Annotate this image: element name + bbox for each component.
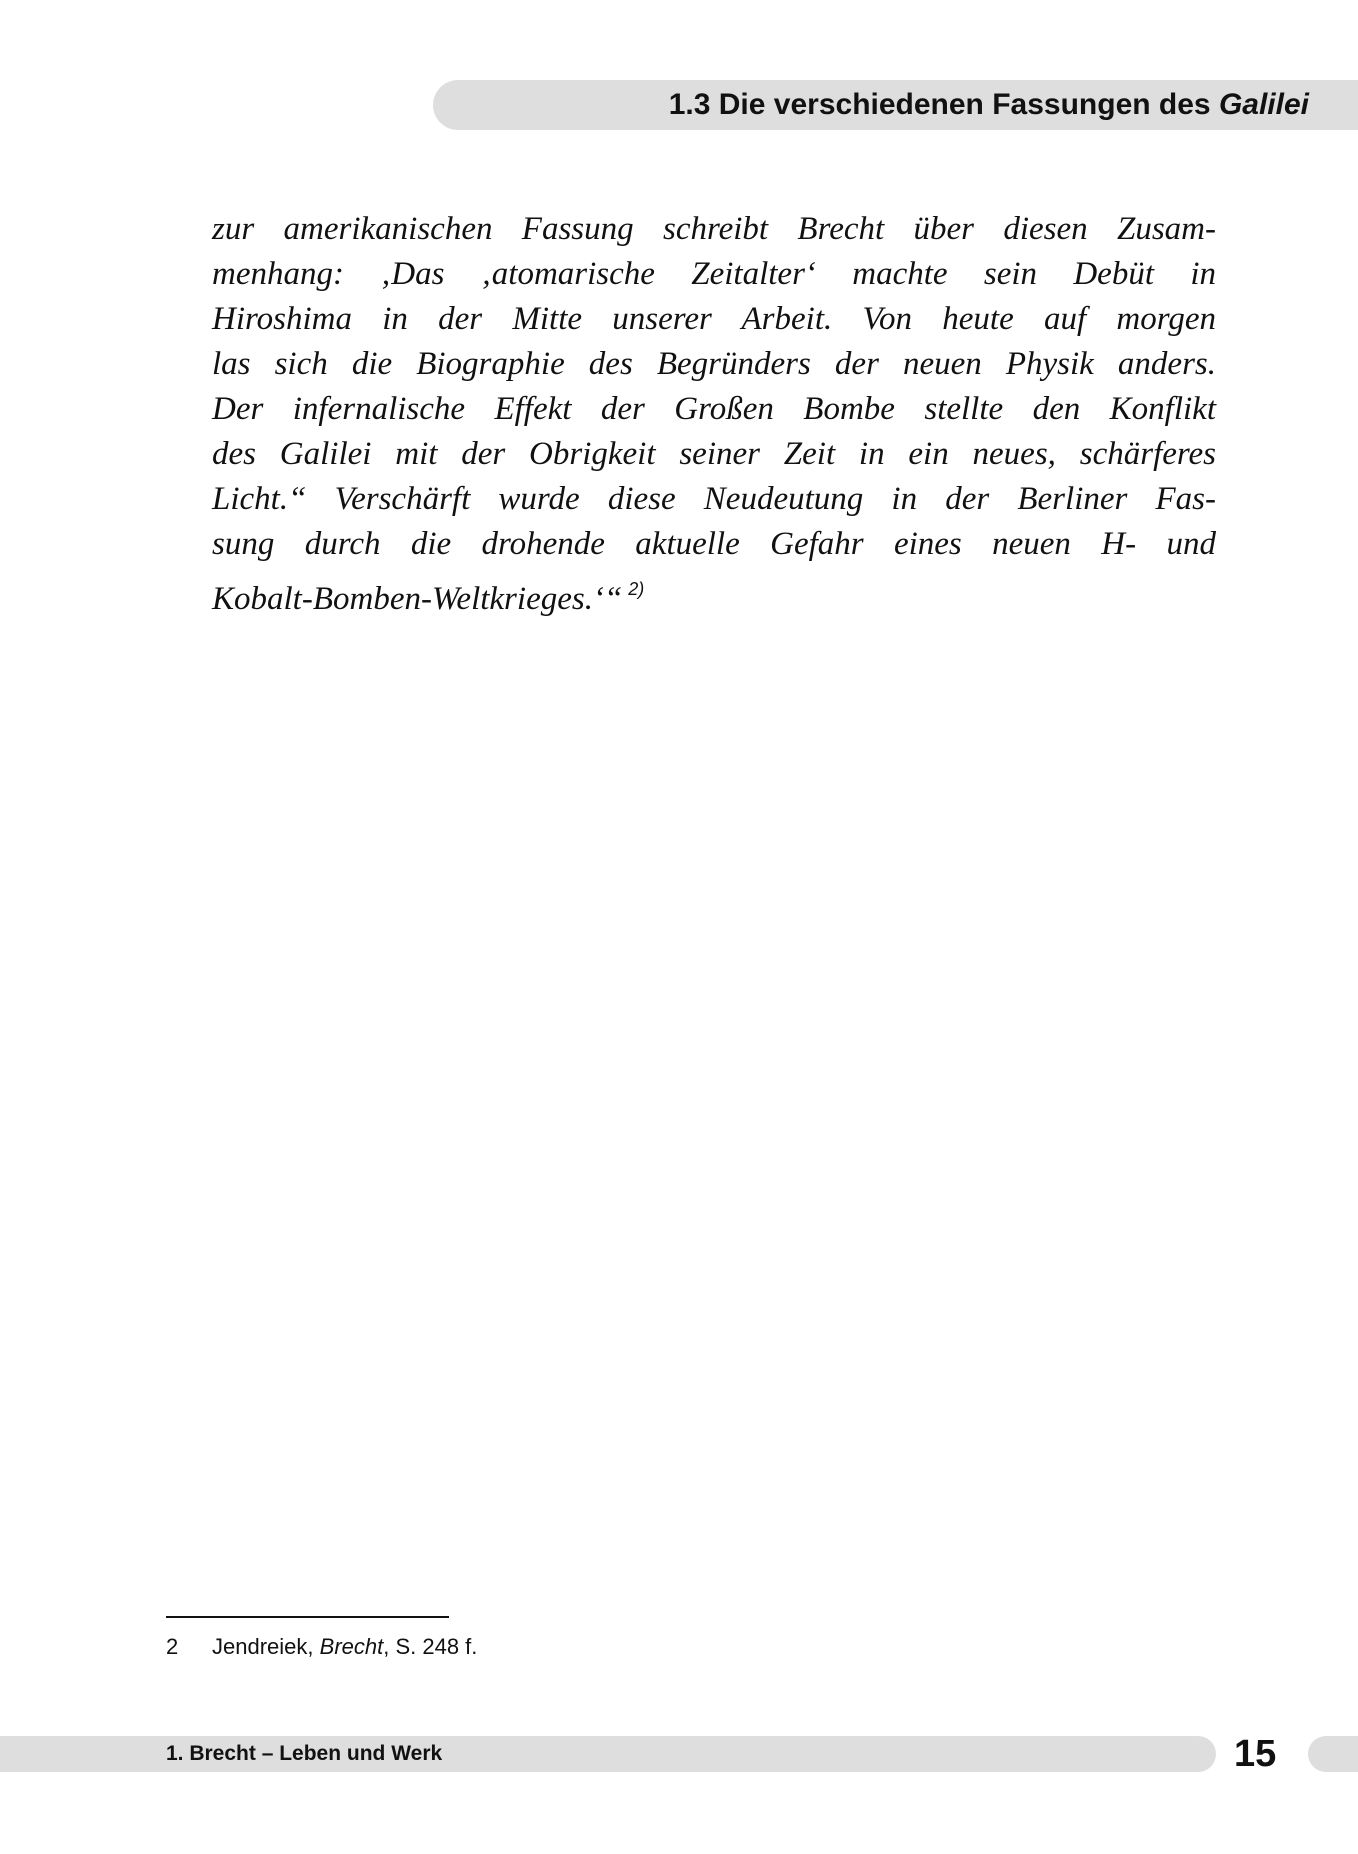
- footnote-text: [212, 1634, 477, 1659]
- footnote: [166, 1634, 477, 1660]
- body-line: Der infernalische Effekt der Großen Bombe stellte den Konflikt: [212, 391, 1216, 427]
- chapter-label: 1. Brecht – Leben und Werk: [166, 1742, 443, 1765]
- page-number: 15: [1234, 1733, 1277, 1775]
- body-paragraph: [212, 207, 1216, 622]
- body-line-last-text: Kobalt-Bomben-Weltkrieges.‘“: [212, 581, 623, 617]
- footnote-author: Jendreiek,: [212, 1634, 314, 1659]
- body-line: sung durch die drohende aktuelle Gefahr eines neuen H- und: [212, 526, 1216, 562]
- footer-bar: [0, 1736, 1216, 1772]
- body-line: zur amerikanischen Fassung schreibt Brecht über diesen Zusam-: [212, 211, 1216, 247]
- footnote-number: 2: [166, 1634, 179, 1659]
- footnote-title: Brecht: [319, 1634, 384, 1659]
- body-line: Hiroshima in der Mitte unserer Arbeit. Von heute auf morgen: [212, 301, 1216, 337]
- header-bar: [433, 80, 1358, 130]
- footnote-divider: [166, 1616, 449, 1618]
- footnote-pages: , S. 248 f.: [383, 1634, 478, 1659]
- section-title: [669, 88, 1309, 122]
- body-line: Licht.“ Verschärft wurde diese Neudeutung in der Berliner Fas-: [212, 481, 1216, 517]
- footnote-reference[interactable]: 2): [628, 579, 645, 599]
- body-line: las sich die Biographie des Begründers der neuen Physik anders.: [212, 346, 1216, 382]
- section-title-text: 1.3 Die verschiedenen Fassungen des: [668, 88, 1211, 121]
- body-line: menhang: ‚Das ‚atomarische Zeitalter‘ machte sein Debüt in: [212, 256, 1216, 292]
- section-title-italic: Galilei: [1218, 88, 1309, 121]
- body-line-last: [212, 567, 1216, 622]
- body-line: des Galilei mit der Obrigkeit seiner Zeit in ein neues, schärferes: [212, 436, 1216, 472]
- footer-cap: [1308, 1736, 1358, 1772]
